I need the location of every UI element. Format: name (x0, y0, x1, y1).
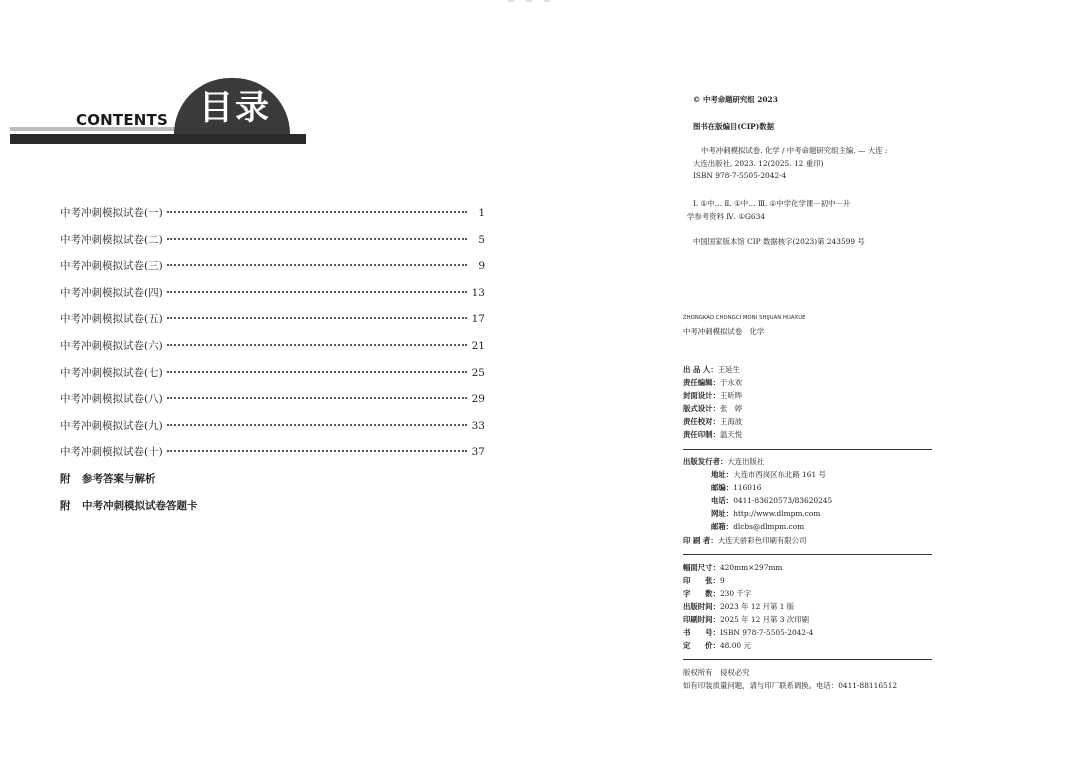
publisher-detail (711, 482, 761, 493)
staff-value: 王海波 (719, 417, 743, 426)
toc-entry-page: 21 (471, 339, 485, 352)
appendix-prefix: 附 (60, 499, 71, 512)
cip-isbn: ISBN 978-7-5505-2042-4 (693, 171, 787, 180)
appendix-title: 参考答案与解析 (82, 472, 156, 485)
staff-label: 封面设计： (683, 391, 720, 400)
cip-heading: 图书在版编目(CIP)数据 (693, 122, 775, 131)
toc-leader-dots (167, 450, 467, 452)
toc-entry[interactable] (60, 365, 485, 392)
toc-entry[interactable] (60, 311, 485, 338)
toc-leader-dots (167, 291, 467, 293)
staff-value: 温天悦 (719, 430, 743, 439)
toc-entry-title: 中考冲刺模拟试卷(三) (60, 260, 163, 273)
toc-entry-page: 17 (471, 313, 485, 326)
staff-label: 责任编辑： (683, 378, 720, 387)
staff-label: 版式设计： (683, 404, 720, 413)
cip-number: 中国国家版本馆 CIP 数据核字(2023)第 243599 号 (693, 237, 865, 246)
toc-leader-dots (167, 238, 467, 240)
detail-value: dlcbs@dlmpm.com (733, 522, 805, 531)
toc-entry-page: 33 (471, 419, 485, 432)
toc-entry-title: 中考冲刺模拟试卷(八) (60, 393, 163, 406)
publisher-detail (711, 521, 804, 532)
toc-entry-page: 1 (478, 207, 485, 219)
quality-notice: 如有印装质量问题，请与印厂联系调换。电话：0411-88116512 (683, 681, 898, 690)
divider (683, 554, 932, 555)
toc-entry-page: 5 (478, 233, 485, 246)
spec-row (683, 562, 782, 573)
contents-label-en: CONTENTS (76, 111, 168, 129)
spec-value: 9 (719, 576, 725, 585)
book-title-pinyin: ZHONGKAO CHONGCI MONI SHIJUAN HUAXUE (683, 315, 806, 321)
staff-label: 出 品 人： (683, 365, 718, 374)
spec-label: 出版时间： (683, 602, 720, 611)
detail-label: 地址： (711, 470, 734, 479)
spec-value: 48.00 元 (719, 641, 751, 650)
copyright-notice: © 中考命题研究组 2023 (693, 95, 778, 104)
spec-row (683, 601, 794, 612)
appendix-title: 中考冲刺模拟试卷答题卡 (82, 499, 198, 512)
contents-label-cn: 目录 (199, 88, 271, 128)
toc-entry[interactable] (60, 338, 485, 365)
spec-label: 印刷时间： (683, 615, 720, 624)
staff-value: 张 婷 (719, 404, 743, 413)
toc-leader-dots (167, 211, 467, 213)
table-of-contents (60, 205, 485, 524)
rights-notice: 版权所有 侵权必究 (683, 668, 750, 677)
staff-row (683, 416, 742, 427)
appendix-answer-sheet[interactable] (60, 498, 485, 525)
scan-mark (508, 0, 568, 4)
toc-entry-title: 中考冲刺模拟试卷(十) (60, 446, 163, 459)
divider (683, 659, 932, 660)
appendix-answers[interactable] (60, 471, 485, 498)
toc-entry-page: 29 (471, 393, 485, 406)
printer-value: 大连天骄彩色印刷有限公司 (717, 536, 807, 545)
toc-entry[interactable] (60, 232, 485, 259)
detail-label: 网址： (711, 509, 734, 518)
toc-leader-dots (167, 371, 467, 373)
spec-value: 2025 年 12 月第 3 次印刷 (719, 615, 809, 624)
appendix-prefix: 附 (60, 472, 71, 485)
spec-value: ISBN 978-7-5505-2042-4 (719, 628, 814, 637)
header-dark-band (10, 134, 306, 144)
toc-leader-dots (167, 264, 467, 266)
publisher-detail (711, 508, 820, 519)
spec-label: 字 数： (683, 589, 720, 598)
staff-row (683, 429, 742, 440)
spec-row (683, 575, 725, 586)
spec-label: 书 号： (683, 628, 720, 637)
spec-value: 420mm×297mm (719, 563, 783, 572)
divider (683, 449, 932, 450)
cip-line: 中考冲刺模拟试卷. 化学 / 中考命题研究组主编. — 大连 : (701, 146, 888, 155)
toc-entry[interactable] (60, 205, 485, 232)
detail-value: 0411-83620573/83620245 (733, 496, 833, 505)
staff-value: 王延生 (717, 365, 740, 374)
toc-entry-title: 中考冲刺模拟试卷(五) (60, 313, 163, 326)
toc-entry[interactable] (60, 285, 485, 312)
detail-label: 邮编： (711, 483, 734, 492)
spec-row (683, 614, 809, 625)
toc-entry-title: 中考冲刺模拟试卷(一) (60, 207, 163, 219)
detail-label: 电话： (711, 496, 734, 505)
toc-leader-dots (167, 397, 467, 399)
staff-row (683, 364, 740, 375)
spec-value: 2023 年 12 月第 1 版 (719, 602, 795, 611)
toc-entry[interactable] (60, 444, 485, 471)
spec-label: 幅面尺寸： (683, 563, 720, 572)
toc-entry-title: 中考冲刺模拟试卷(四) (60, 286, 163, 299)
cip-classification: 学参考资料 Ⅳ. ①G634 (687, 212, 766, 221)
toc-entry-title: 中考冲刺模拟试卷(九) (60, 419, 163, 432)
publisher-detail (711, 495, 832, 506)
spec-label: 印 张： (683, 576, 720, 585)
staff-row (683, 390, 742, 401)
spec-label: 定 价： (683, 641, 720, 650)
staff-value: 于永欢 (719, 378, 743, 387)
toc-entry-title: 中考冲刺模拟试卷(六) (60, 339, 163, 352)
staff-row (683, 403, 742, 414)
toc-entry-page: 13 (471, 286, 485, 299)
staff-label: 责任校对： (683, 417, 720, 426)
toc-entry[interactable] (60, 418, 485, 445)
printer-label: 印 刷 者： (683, 536, 718, 545)
spec-row (683, 627, 813, 638)
detail-value: http://www.dlmpm.com (733, 509, 821, 518)
spec-value: 230 千字 (719, 589, 752, 598)
detail-value: 大连市西岗区东北路 161 号 (733, 470, 826, 479)
spec-row (683, 640, 751, 651)
toc-entry[interactable] (60, 391, 485, 418)
printer-row (683, 535, 806, 546)
toc-entry-title: 中考冲刺模拟试卷(二) (60, 233, 163, 246)
publisher-row (683, 456, 764, 467)
toc-leader-dots (167, 344, 467, 346)
publisher-label: 出版发行者： (683, 457, 728, 466)
cip-classification: Ⅰ. ①中… Ⅱ. ①中… Ⅲ. ①中学化学课－初中－升 (693, 199, 851, 208)
staff-value: 王昕晔 (719, 391, 743, 400)
detail-label: 邮箱： (711, 522, 734, 531)
toc-entry-title: 中考冲刺模拟试卷(七) (60, 366, 163, 379)
spec-row (683, 588, 751, 599)
staff-row (683, 377, 742, 388)
toc-leader-dots (167, 317, 467, 319)
publisher-value: 大连出版社 (727, 457, 765, 466)
publisher-detail (711, 469, 826, 480)
cip-line: 大连出版社, 2023. 12(2025. 12 重印) (693, 159, 824, 168)
detail-value: 116016 (733, 483, 762, 492)
toc-entry[interactable] (60, 258, 485, 285)
toc-entry-page: 25 (471, 366, 485, 379)
book-title: 中考冲刺模拟试卷 化学 (683, 327, 765, 336)
toc-entry-page: 9 (478, 260, 485, 273)
toc-leader-dots (167, 424, 467, 426)
staff-label: 责任印制： (683, 430, 720, 439)
toc-entry-page: 37 (471, 446, 485, 459)
contents-header (0, 78, 310, 148)
